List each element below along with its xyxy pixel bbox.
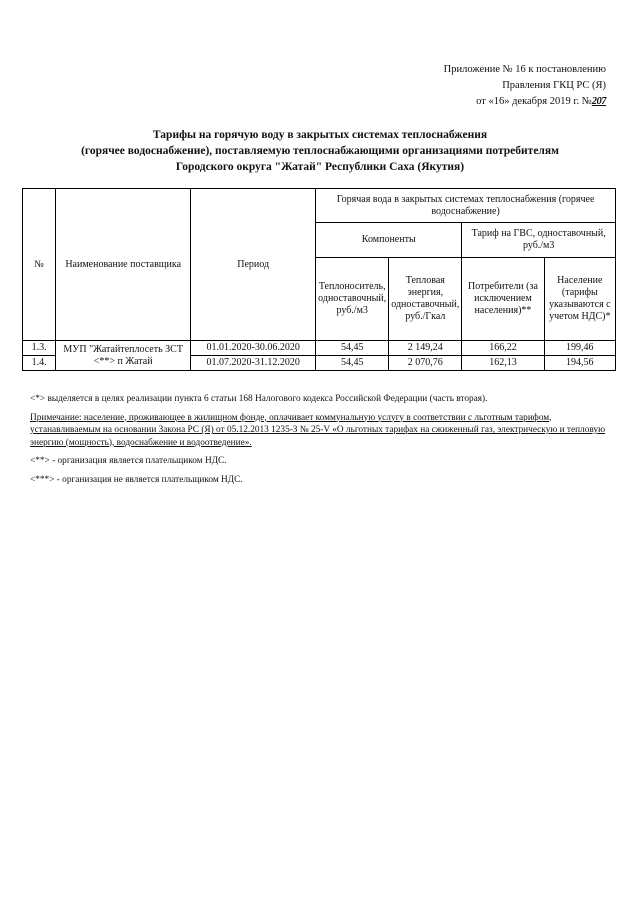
title-line-3: Городского округа "Жатай" Республики Саха (Якутия) [175,161,465,173]
notes-block [30,393,616,492]
header-components: Компоненты [316,223,462,258]
row-population: 199,46 [544,341,615,356]
header-carrier: Теплоноситель, одноставочный, руб./м3 [316,258,389,341]
row-consumers: 162,13 [462,356,544,371]
title-line-2: (горячее водоснабжение), поставляемую теплоснабжающими организациями потребителям [81,145,559,157]
appendix-line-3 [444,94,606,110]
note-vat-footnote: <*> выделяется в целях реализации пункта 6 статьи 168 Налогового кодекса Российской Федерации (часть вторая). [30,394,488,404]
header-energy: Тепловая энергия, одноставочный, руб./Гкал [389,258,462,341]
title-line-1: Тарифы на горячую воду в закрытых системах теплоснабжения [152,129,488,141]
header-tariff: Тариф на ГВС, одноставочный, руб./м3 [462,223,616,258]
row-carrier: 54,45 [316,356,389,371]
tariff-table [22,188,616,371]
supplier-name: МУП "Жатайтеплосеть ЗСТ <**> п Жатай [56,341,191,371]
header-consumers: Потребители (за исключением населения)** [462,258,544,341]
handwritten-number: 207 [591,96,606,107]
row-carrier: 54,45 [316,341,389,356]
appendix-date: от «16» декабря 2019 г. № [476,96,592,107]
row-energy: 2 149,24 [389,341,462,356]
row-population: 194,56 [544,356,615,371]
header-group: Горячая вода в закрытых системах теплоснабжения (горячее водоснабжение) [316,189,616,223]
table-row [23,341,616,356]
appendix-block [444,62,606,110]
appendix-line-2: Правления ГКЦ РС (Я) [502,80,606,91]
header-period: Период [191,189,316,341]
row-period: 01.07.2020-31.12.2020 [191,356,316,371]
row-no: 1.4. [23,356,56,371]
appendix-line-1: Приложение № 16 к постановлению [443,64,606,75]
note-vat-payer: <**> - организация является плательщиком НДС. [30,456,227,466]
row-energy: 2 070,76 [389,356,462,371]
note-not-vat-payer: <***> - организация не является плательщиком НДС. [30,474,243,485]
row-consumers: 166,22 [462,341,544,356]
header-supplier: Наименование поставщика [56,189,191,341]
row-period: 01.01.2020-30.06.2020 [191,341,316,356]
header-population: Население (тарифы указываются с учетом НДС)* [544,258,615,341]
document-title [0,127,640,175]
note-population: Примечание: население, проживающее в жилищном фонде, оплачивает коммунальную услугу в соответствии с льготным тарифом, устанавливаемым на основании Закона РС (Я) от 05.12.2013 1235-З № 25-V «О льготных тарифах на сжиженный газ, электрическую и тепловую энергию (мощность), водоснабжение и водоотведение». [30,412,606,448]
row-no: 1.3. [23,341,56,356]
header-no: № [23,189,56,341]
